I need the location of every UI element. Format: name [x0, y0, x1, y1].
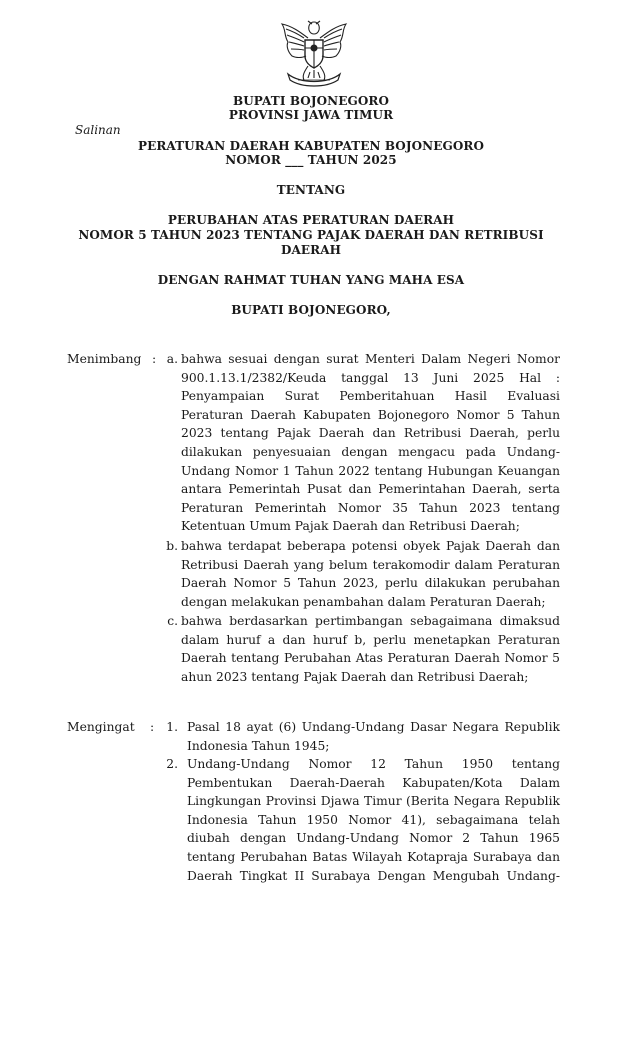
text-line: Daerah Tingkat II Surabaya Dengan Mengubah Undang-	[187, 868, 560, 883]
text-line: Peraturan Pemerintah Nomor 35 Tahun 2023 tentang	[181, 500, 560, 515]
text-line: Indonesia Tahun 1945;	[187, 738, 330, 753]
menimbang-label: Menimbang	[67, 352, 142, 366]
text-line: Daerah Nomor 5 Tahun 2023, perlu dilakukan perubahan	[181, 576, 560, 591]
menimbang-colon: :	[152, 352, 157, 366]
garuda-emblem-icon	[274, 18, 354, 88]
text-line: Pembentukan Daerah-Daerah Kabupaten/Kota Dalam	[187, 775, 560, 790]
province-title: PROVINSI JAWA TIMUR	[228, 108, 394, 122]
mengingat-1-marker: 1.	[166, 720, 178, 734]
regent-title: BUPATI BOJONEGORO	[232, 94, 390, 108]
text-line: bahwa terdapat beberapa potensi obyek Pajak Daerah dan	[181, 539, 560, 553]
menimbang-a-text	[181, 350, 560, 536]
text-line: Lingkungan Provinsi Djawa Timur (Berita Negara Republik	[187, 794, 560, 809]
text-line: Undang-Undang Nomor 12 Tahun 1950 tentang	[187, 757, 560, 771]
text-line: Undang Nomor 1 Tahun 2022 tentang Hubungan Keuangan	[181, 463, 560, 478]
regulation-title: PERATURAN DAERAH KABUPATEN BOJONEGORO	[137, 139, 485, 153]
text-line: antara Pemerintah Pusat dan Pemerintahan Daerah, serta	[181, 482, 560, 497]
text-line: tentang Perubahan Batas Wilayah Kotapraja Surabaya dan	[187, 849, 560, 864]
text-line: diubah dengan Undang-Undang Nomor 2 Tahun 1965	[187, 831, 560, 846]
text-line: Retribusi Daerah yang belum terakomodir dalam Peraturan	[181, 557, 560, 572]
text-line: dengan melakukan penambahan dalam Peraturan Daerah;	[181, 594, 546, 609]
text-line: ahun 2023 tentang Pajak Daerah dan Retribusi Daerah;	[181, 669, 529, 684]
text-line: dilakukan penyesuaian dengan mengacu pada Undang-	[181, 444, 560, 459]
text-line: Penyampaian Surat Pemberitahuan Hasil Evaluasi	[181, 389, 560, 404]
blessing-line: DENGAN RAHMAT TUHAN YANG MAHA ESA	[157, 273, 465, 287]
text-line: Peraturan Daerah Kabupaten Bojonegoro Nomor 5 Tahun	[181, 407, 560, 422]
menimbang-a-marker: a.	[166, 352, 178, 366]
mengingat-2-marker: 2.	[166, 757, 178, 771]
text-line: Ketentuan Umum Pajak Daerah dan Retribusi Daerah;	[181, 519, 520, 534]
menimbang-c-marker: c.	[167, 614, 178, 628]
text-line: Indonesia Tahun 1950 Nomor 41), sebagaimana telah	[187, 812, 560, 827]
text-line: bahwa sesuai dengan surat Menteri Dalam Negeri Nomor	[181, 352, 560, 366]
text-line: dalam huruf a dan huruf b, perlu menetapkan Peraturan	[181, 632, 560, 647]
mengingat-2-text	[187, 755, 560, 885]
text-line: Daerah tentang Perubahan Atas Peraturan Daerah Nomor 5	[181, 651, 560, 666]
menimbang-b-text	[181, 537, 560, 611]
subject-line-3: DAERAH	[280, 243, 342, 257]
text-line: 2023 tentang Pajak Daerah dan Retribusi Daerah, perlu	[181, 426, 560, 441]
text-line: 900.1.13.1/2382/Keuda tanggal 13 Juni 2025 Hal :	[181, 370, 560, 385]
copy-mark: Salinan	[75, 123, 121, 137]
menimbang-b-marker: b.	[166, 539, 178, 553]
about-heading: TENTANG	[276, 183, 346, 197]
menimbang-c-text	[181, 612, 560, 686]
mengingat-1-text	[187, 718, 560, 755]
mengingat-colon: :	[150, 720, 155, 734]
mengingat-label: Mengingat	[67, 720, 135, 734]
regulation-number: NOMOR ___ TAHUN 2025	[225, 153, 397, 167]
authority-line: BUPATI BOJONEGORO,	[231, 303, 391, 317]
subject-line-2: NOMOR 5 TAHUN 2023 TENTANG PAJAK DAERAH DAN RETRIBUSI	[78, 228, 544, 242]
subject-line-1: PERUBAHAN ATAS PERATURAN DAERAH	[167, 213, 455, 227]
text-line: Pasal 18 ayat (6) Undang-Undang Dasar Negara Republik	[187, 720, 560, 734]
text-line: bahwa berdasarkan pertimbangan sebagaimana dimaksud	[181, 614, 560, 628]
